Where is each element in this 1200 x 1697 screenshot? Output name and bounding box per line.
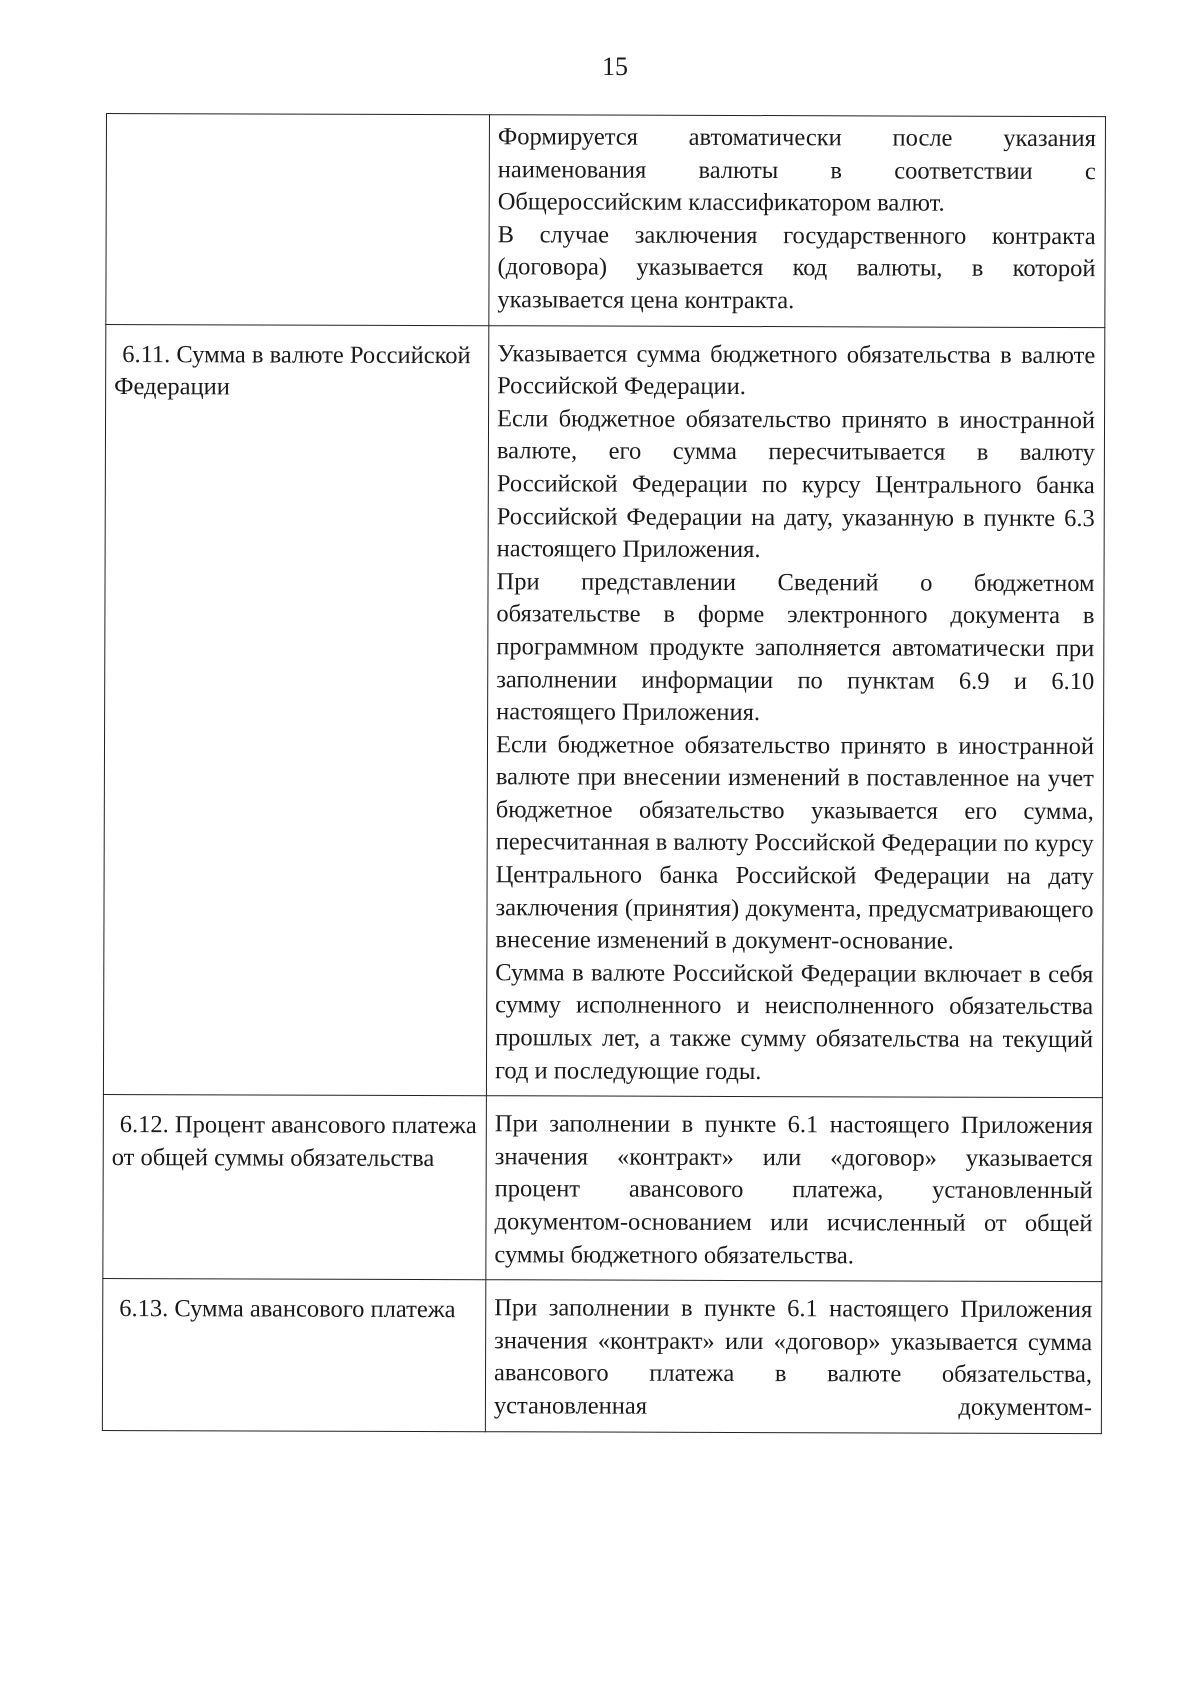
description-paragraph: В случае заключения государственного контракта (договора) указывается код валюты, в которой указывается цена контракта. bbox=[497, 221, 1096, 315]
field-description-cell bbox=[486, 325, 1104, 1098]
description-paragraph: Сумма в валюте Российской Федерации включает в себя сумму исполненного и неисполненного обязательства прошлых лет, а также сумму обязательства на текущий год и последующие годы. bbox=[494, 959, 1094, 1085]
field-label bbox=[115, 120, 480, 129]
field-label-cell bbox=[102, 1279, 485, 1432]
requisites-table bbox=[102, 113, 1106, 1434]
description-paragraph: Формируется автоматически после указания наименования валюты в соответствии с Общероссийским классификатором валют. bbox=[497, 123, 1096, 217]
description-paragraph: При заполнении в пункте 6.1 настоящего Приложения значения «контракт» или «договор» указывается процент авансового платежа, установленный документом-основанием или исчисленный от общей суммы бюджетного обязательства. bbox=[494, 1110, 1093, 1269]
table-row bbox=[103, 324, 1104, 1098]
field-description-cell bbox=[485, 1280, 1101, 1433]
table-row bbox=[102, 1279, 1101, 1434]
description-paragraph: Если бюджетное обязательство принято в иностранной валюте при внесении изменений в поставленное на учет бюджетное обязательство указывается его сумма, пересчитанная в валюту Российской Федерации по курсу Центрального банка Российской Федерации на дату заключения (принятия) документа, предусматривающего внесение изменений в документ-основание. bbox=[495, 730, 1095, 955]
table-row bbox=[106, 114, 1106, 328]
page-number: 15 bbox=[602, 52, 628, 81]
table-row bbox=[103, 1095, 1103, 1282]
field-label-cell bbox=[103, 1095, 487, 1280]
field-description-cell bbox=[489, 115, 1106, 327]
field-label-cell bbox=[106, 114, 490, 326]
description-paragraph: При заполнении в пункте 6.1 настоящего Приложения значения «контракт» или «договор» указывается сумма авансового платежа в валюте обязательства, установленная документом- bbox=[493, 1294, 1093, 1422]
field-label: 6.13. Сумма авансового платежа bbox=[119, 1295, 456, 1324]
field-label-cell bbox=[103, 324, 488, 1096]
description-paragraph: Указывается сумма бюджетного обязательства в валюте Российской Федерации. bbox=[497, 339, 1096, 401]
description-paragraph: Если бюджетное обязательство принято в иностранной валюте, его сумма пересчитывается в валюту Российской Федерации по курсу Центрального банка Российской Федерации на дату, указанную в пункте 6.3 настоящего Приложения. bbox=[496, 404, 1096, 564]
field-label: 6.11. Сумма в валюте Российской Федерации bbox=[114, 340, 471, 401]
field-label: 6.12. Процент авансового платежа от общей суммы обязательства bbox=[111, 1111, 477, 1172]
field-description-cell bbox=[486, 1096, 1103, 1282]
description-paragraph: При представлении Сведений о бюджетном обязательстве в форме электронного документа в программном продукте заполняется автоматически при заполнении информации по пунктам 6.9 и 6.10 настоящего Приложения. bbox=[496, 567, 1095, 727]
